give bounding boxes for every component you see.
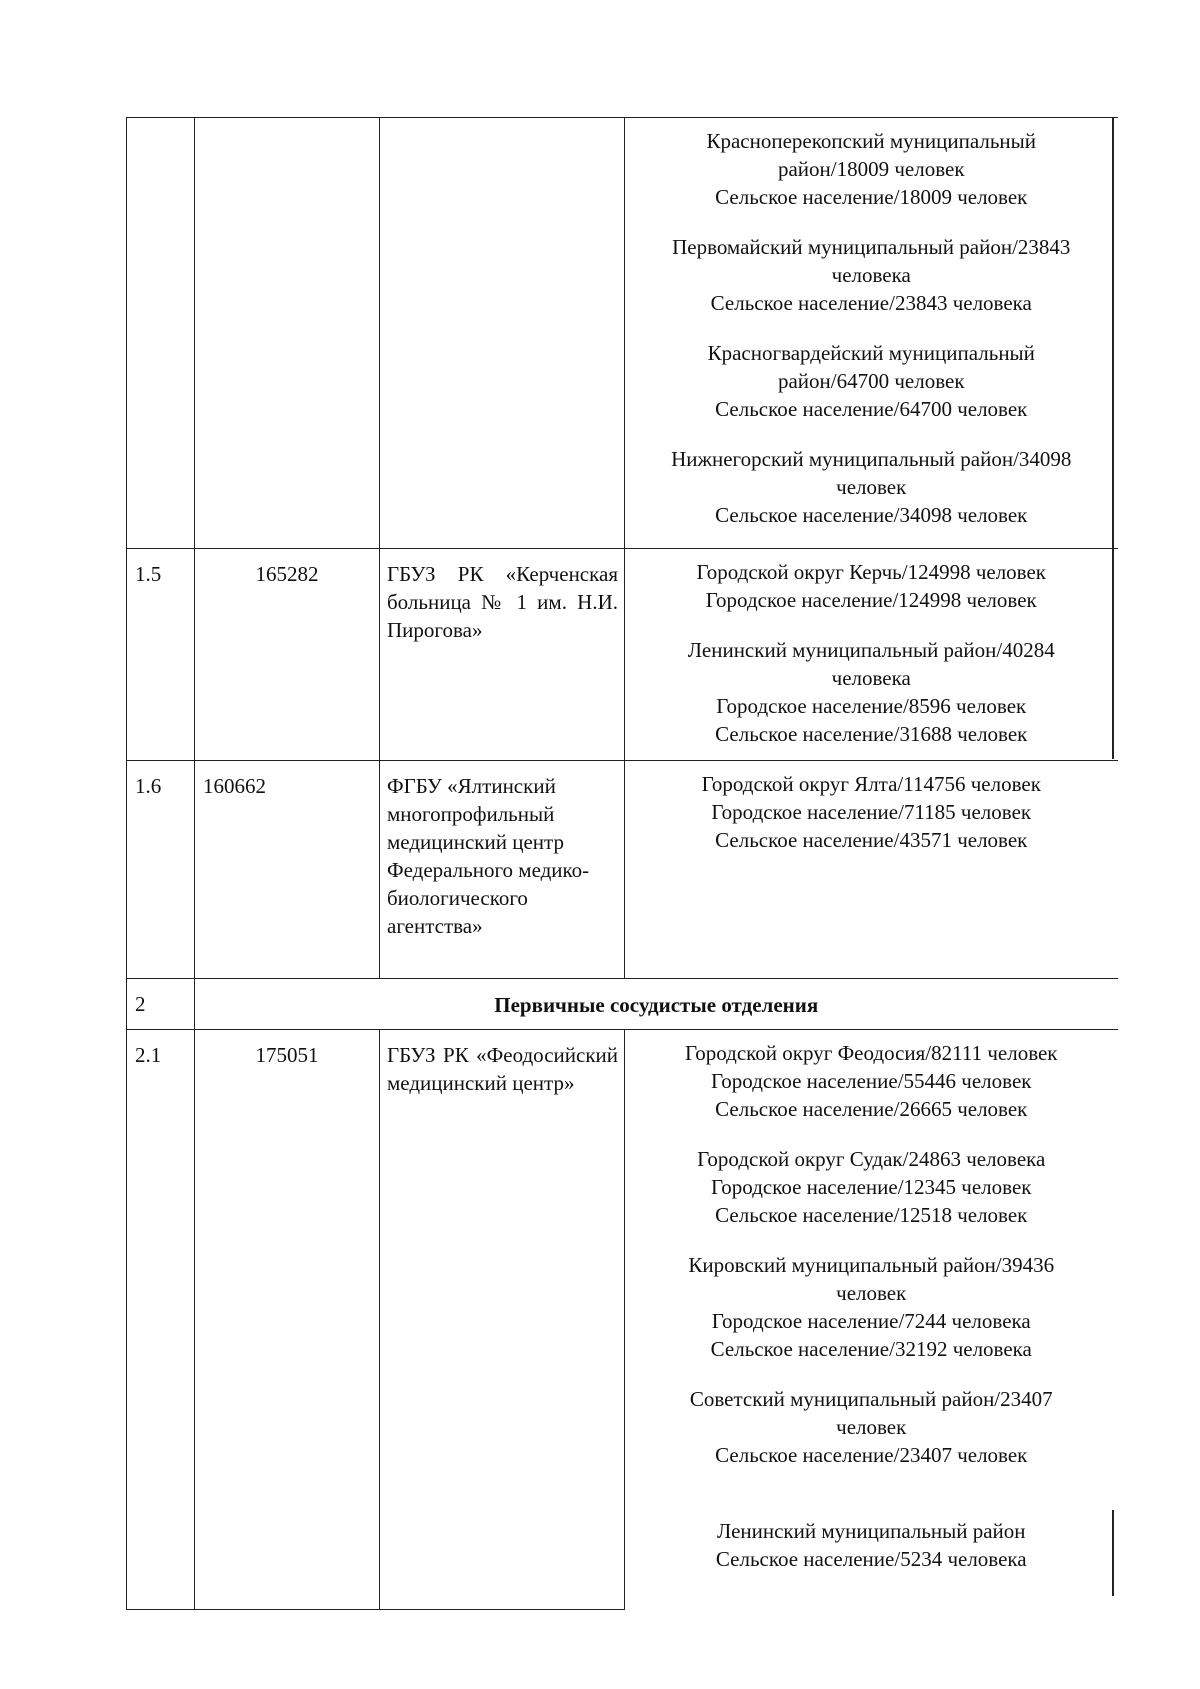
- area-line: Ленинский муниципальный район: [716, 1519, 1026, 1543]
- area-line: Сельское население/12518 человек: [715, 1203, 1028, 1227]
- area-line: Сельское население/23407 человек: [715, 1443, 1028, 1467]
- area-line: Городское население/124998 человек: [705, 588, 1037, 612]
- area-line: Городской округ Феодосия/82111 человек: [684, 1041, 1058, 1065]
- section-number-cell: 2: [127, 979, 195, 1030]
- area-block: [625, 445, 1118, 529]
- area-line: Городское население/12345 человек: [711, 1175, 1032, 1199]
- row-number-cell: [127, 118, 195, 549]
- area-line: человека: [831, 666, 911, 690]
- population-cell: [625, 1030, 1118, 1610]
- table-row: [127, 549, 1118, 761]
- area-block: [625, 636, 1118, 748]
- area-line: район/64700 человек: [777, 369, 965, 393]
- population-cell: [625, 549, 1118, 761]
- mo-code-cell: 165282: [195, 549, 380, 761]
- table-row: [127, 1030, 1118, 1610]
- area-block: [625, 1145, 1118, 1229]
- area-block: [625, 770, 1118, 854]
- area-line: Кировский муниципальный район/39436: [688, 1253, 1055, 1277]
- table-row: [127, 118, 1118, 549]
- area-line: район/18009 человек: [777, 157, 965, 181]
- area-block: [625, 127, 1118, 211]
- area-line: Первомайский муниципальный район/23843: [672, 235, 1071, 259]
- area-line: Красноперекопский муниципальный: [706, 129, 1037, 153]
- area-line: человек: [836, 475, 907, 499]
- area-line: Городской округ Ялта/114756 человек: [701, 772, 1041, 796]
- area-line: Городское население/8596 человек: [716, 694, 1027, 718]
- area-block: [625, 1385, 1118, 1469]
- area-line: Сельское население/5234 человека: [715, 1547, 1027, 1571]
- population-cell: [625, 761, 1118, 979]
- row-number-cell: 1.5: [127, 549, 195, 761]
- population-assignment-table: [126, 117, 1118, 1610]
- mo-code-cell: 175051: [195, 1030, 380, 1610]
- area-line: Ленинский муниципальный район/40284: [687, 638, 1055, 662]
- table-right-border: [1112, 117, 1114, 548]
- row-number-cell: 1.6: [127, 761, 195, 979]
- area-line: Советский муниципальный район/23407: [689, 1387, 1053, 1411]
- area-block: [625, 1039, 1118, 1123]
- area-line: Сельское население/32192 человека: [710, 1337, 1032, 1361]
- table-right-border: [1112, 1510, 1114, 1596]
- area-line: человек: [836, 1415, 907, 1439]
- area-line: Городское население/71185 человек: [711, 800, 1032, 824]
- area-block: [625, 558, 1118, 614]
- organization-cell: ГБУЗ РК «Феодосийский медицинский центр»: [380, 1030, 625, 1610]
- mo-code-cell: [195, 118, 380, 549]
- section-title: Первичные сосудистые отделения: [195, 979, 1118, 1030]
- area-line: Нижнегорский муниципальный район/34098: [671, 447, 1072, 471]
- area-line: Городское население/55446 человек: [711, 1069, 1032, 1093]
- table-right-border: [1112, 548, 1114, 759]
- area-line: Красногвардейский муниципальный: [707, 341, 1035, 365]
- area-line: Сельское население/18009 человек: [715, 185, 1028, 209]
- organization-cell: ГБУЗ РК «Керченская больница № 1 им. Н.И. Пирогова»: [380, 549, 625, 761]
- section-header-row: [127, 979, 1118, 1030]
- area-line: Сельское население/26665 человек: [715, 1097, 1028, 1121]
- area-line: Городской округ Судак/24863 человека: [697, 1147, 1046, 1171]
- area-line: человека: [831, 263, 911, 287]
- area-line: Городское население/7244 человека: [711, 1309, 1031, 1333]
- area-block: [625, 1251, 1118, 1363]
- population-cell: [625, 118, 1118, 549]
- area-line: Сельское население/43571 человек: [715, 828, 1028, 852]
- area-line: Городской округ Керчь/124998 человек: [696, 560, 1046, 584]
- area-line: Сельское население/64700 человек: [715, 397, 1028, 421]
- mo-code-cell: 160662: [195, 761, 380, 979]
- area-block: [625, 339, 1118, 423]
- organization-cell: ФГБУ «Ялтинский многопрофильный медицинский центр Федерального медико-биологического агентства»: [380, 761, 625, 979]
- area-line: человек: [836, 1281, 907, 1305]
- area-line: Сельское население/23843 человека: [710, 291, 1032, 315]
- area-block: [625, 233, 1118, 317]
- row-number-cell: 2.1: [127, 1030, 195, 1610]
- area-block: [625, 1517, 1118, 1573]
- area-line: Сельское население/31688 человек: [715, 722, 1028, 746]
- area-line: Сельское население/34098 человек: [715, 503, 1028, 527]
- organization-cell: [380, 118, 625, 549]
- table-row: [127, 761, 1118, 979]
